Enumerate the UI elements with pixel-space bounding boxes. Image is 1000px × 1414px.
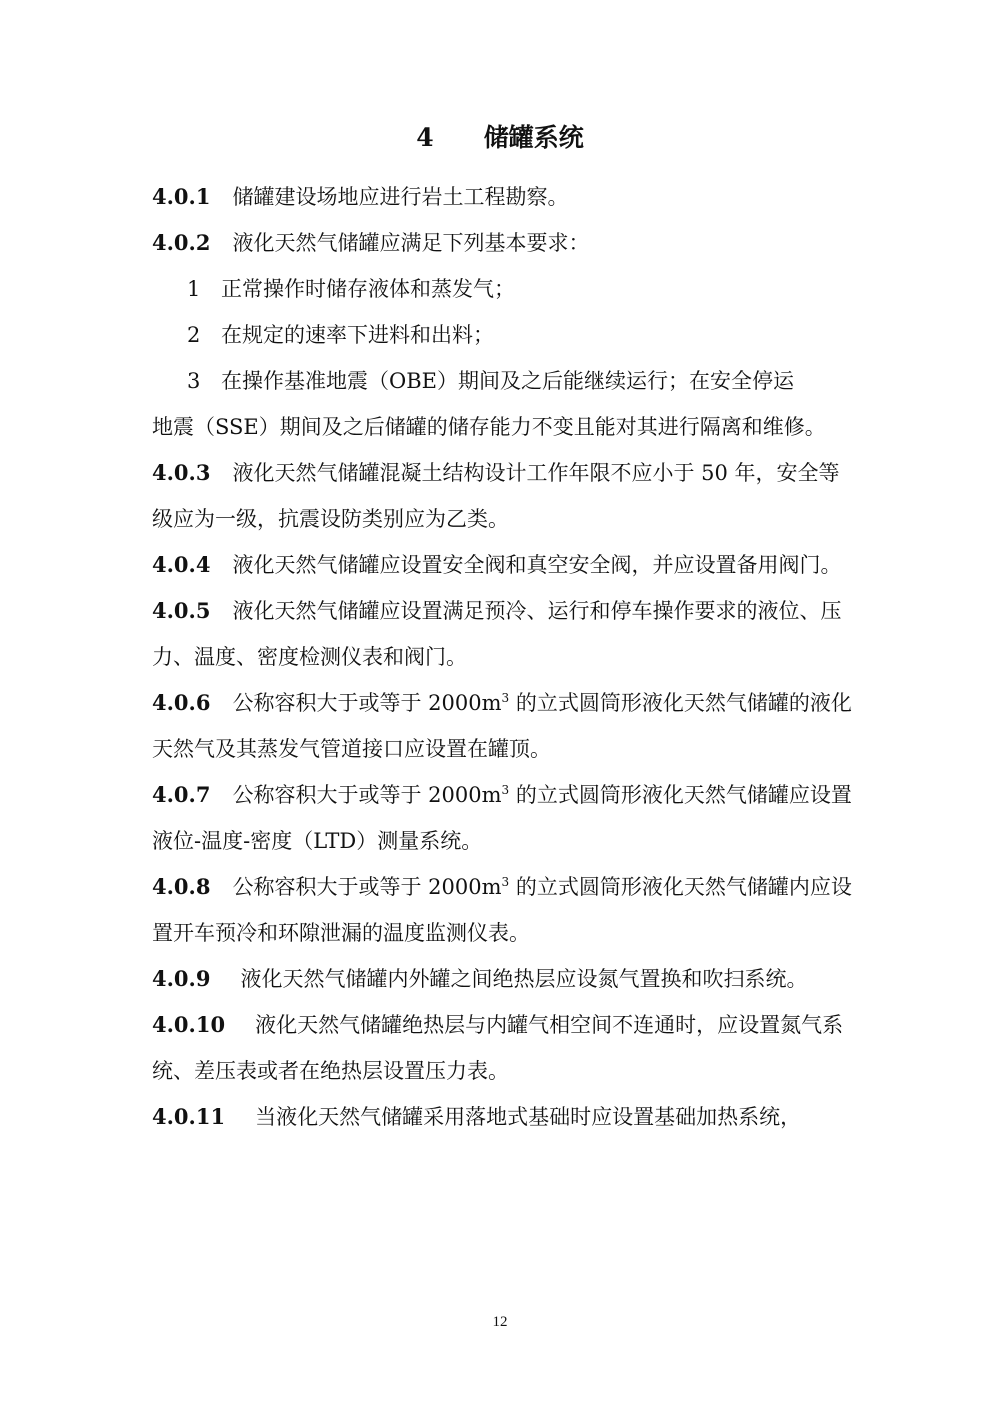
clause-4-0-4 <box>152 542 852 588</box>
clause-number: 4.0.6 <box>152 690 211 715</box>
superscript: 3 <box>501 691 510 705</box>
clause-number: 4.0.1 <box>152 184 211 209</box>
clause-text: 当液化天然气储罐采用落地式基础时应设置基础加热系统， <box>255 1105 802 1129</box>
clause-number: 4.0.3 <box>152 460 211 485</box>
superscript: 3 <box>501 783 510 797</box>
item-text: 正常操作时储存液体和蒸发气； <box>221 277 515 301</box>
list-item <box>152 358 852 404</box>
clause-4-0-3 <box>152 450 852 542</box>
clause-4-0-10 <box>152 1002 852 1094</box>
item-text: 在操作基准地震（OBE）期间及之后能继续运行；在安全停运 <box>221 369 794 393</box>
clause-number: 4.0.8 <box>152 874 211 899</box>
clause-number: 4.0.9 <box>152 966 211 991</box>
clause-4-0-9 <box>152 956 852 1002</box>
document-body <box>152 174 852 1140</box>
clause-number: 4.0.11 <box>152 1104 226 1129</box>
clause-number: 4.0.5 <box>152 598 211 623</box>
clause-text-post: 的立式圆筒形液化天然气储罐应设置液位-温度-密度（LTD）测量系统。 <box>152 783 852 853</box>
clause-4-0-11 <box>152 1094 852 1140</box>
list-item-continuation <box>152 404 852 450</box>
clause-4-0-7 <box>152 772 852 864</box>
superscript: 3 <box>501 875 510 889</box>
clause-text-pre: 公称容积大于或等于 2000m <box>232 875 502 899</box>
item-number: 1 <box>187 277 201 301</box>
clause-text-pre: 公称容积大于或等于 2000m <box>232 691 502 715</box>
clause-text: 液化天然气储罐应设置安全阀和真空安全阀，并应设置备用阀门。 <box>232 553 842 577</box>
clause-number: 4.0.10 <box>152 1012 226 1037</box>
clause-4-0-8 <box>152 864 852 956</box>
clause-text: 液化天然气储罐应设置满足预冷、运行和停车操作要求的液位、压力、温度、密度检测仪表和阀门。 <box>152 599 842 669</box>
chapter-heading <box>0 116 1000 160</box>
clause-number: 4.0.7 <box>152 782 211 807</box>
clause-text: 液化天然气储罐应满足下列基本要求： <box>232 231 590 255</box>
clause-text: 液化天然气储罐混凝土结构设计工作年限不应小于 50 年，安全等级应为一级，抗震设防类别应为乙类。 <box>152 461 840 531</box>
clause-text: 储罐建设场地应进行岩土工程勘察。 <box>232 185 569 209</box>
list-item <box>152 312 852 358</box>
item-text-continued: 地震（SSE）期间及之后储罐的储存能力不变且能对其进行隔离和维修。 <box>152 415 826 439</box>
item-number: 3 <box>187 369 201 393</box>
item-text: 在规定的速率下进料和出料； <box>221 323 494 347</box>
clause-text-post: 的立式圆筒形液化天然气储罐的液化天然气及其蒸发气管道接口应设置在罐顶。 <box>152 691 852 761</box>
clause-4-0-2 <box>152 220 852 266</box>
chapter-title: 储罐系统 <box>483 123 584 152</box>
item-number: 2 <box>187 323 201 347</box>
clause-4-0-1 <box>152 174 852 220</box>
clause-number: 4.0.2 <box>152 230 211 255</box>
clause-text-post: 的立式圆筒形液化天然气储罐内应设置开车预冷和环隙泄漏的温度监测仪表。 <box>152 875 852 945</box>
chapter-number: 4 <box>416 123 434 152</box>
clause-4-0-5 <box>152 588 852 680</box>
clause-4-0-6 <box>152 680 852 772</box>
clause-number: 4.0.4 <box>152 552 211 577</box>
clause-text: 液化天然气储罐绝热层与内罐气相空间不连通时，应设置氮气系统、差压表或者在绝热层设置压力表。 <box>152 1013 844 1083</box>
list-item <box>152 266 852 312</box>
clause-text-pre: 公称容积大于或等于 2000m <box>232 783 502 807</box>
page-number: 12 <box>492 1314 508 1330</box>
clause-text: 液化天然气储罐内外罐之间绝热层应设氮气置换和吹扫系统。 <box>240 967 808 991</box>
